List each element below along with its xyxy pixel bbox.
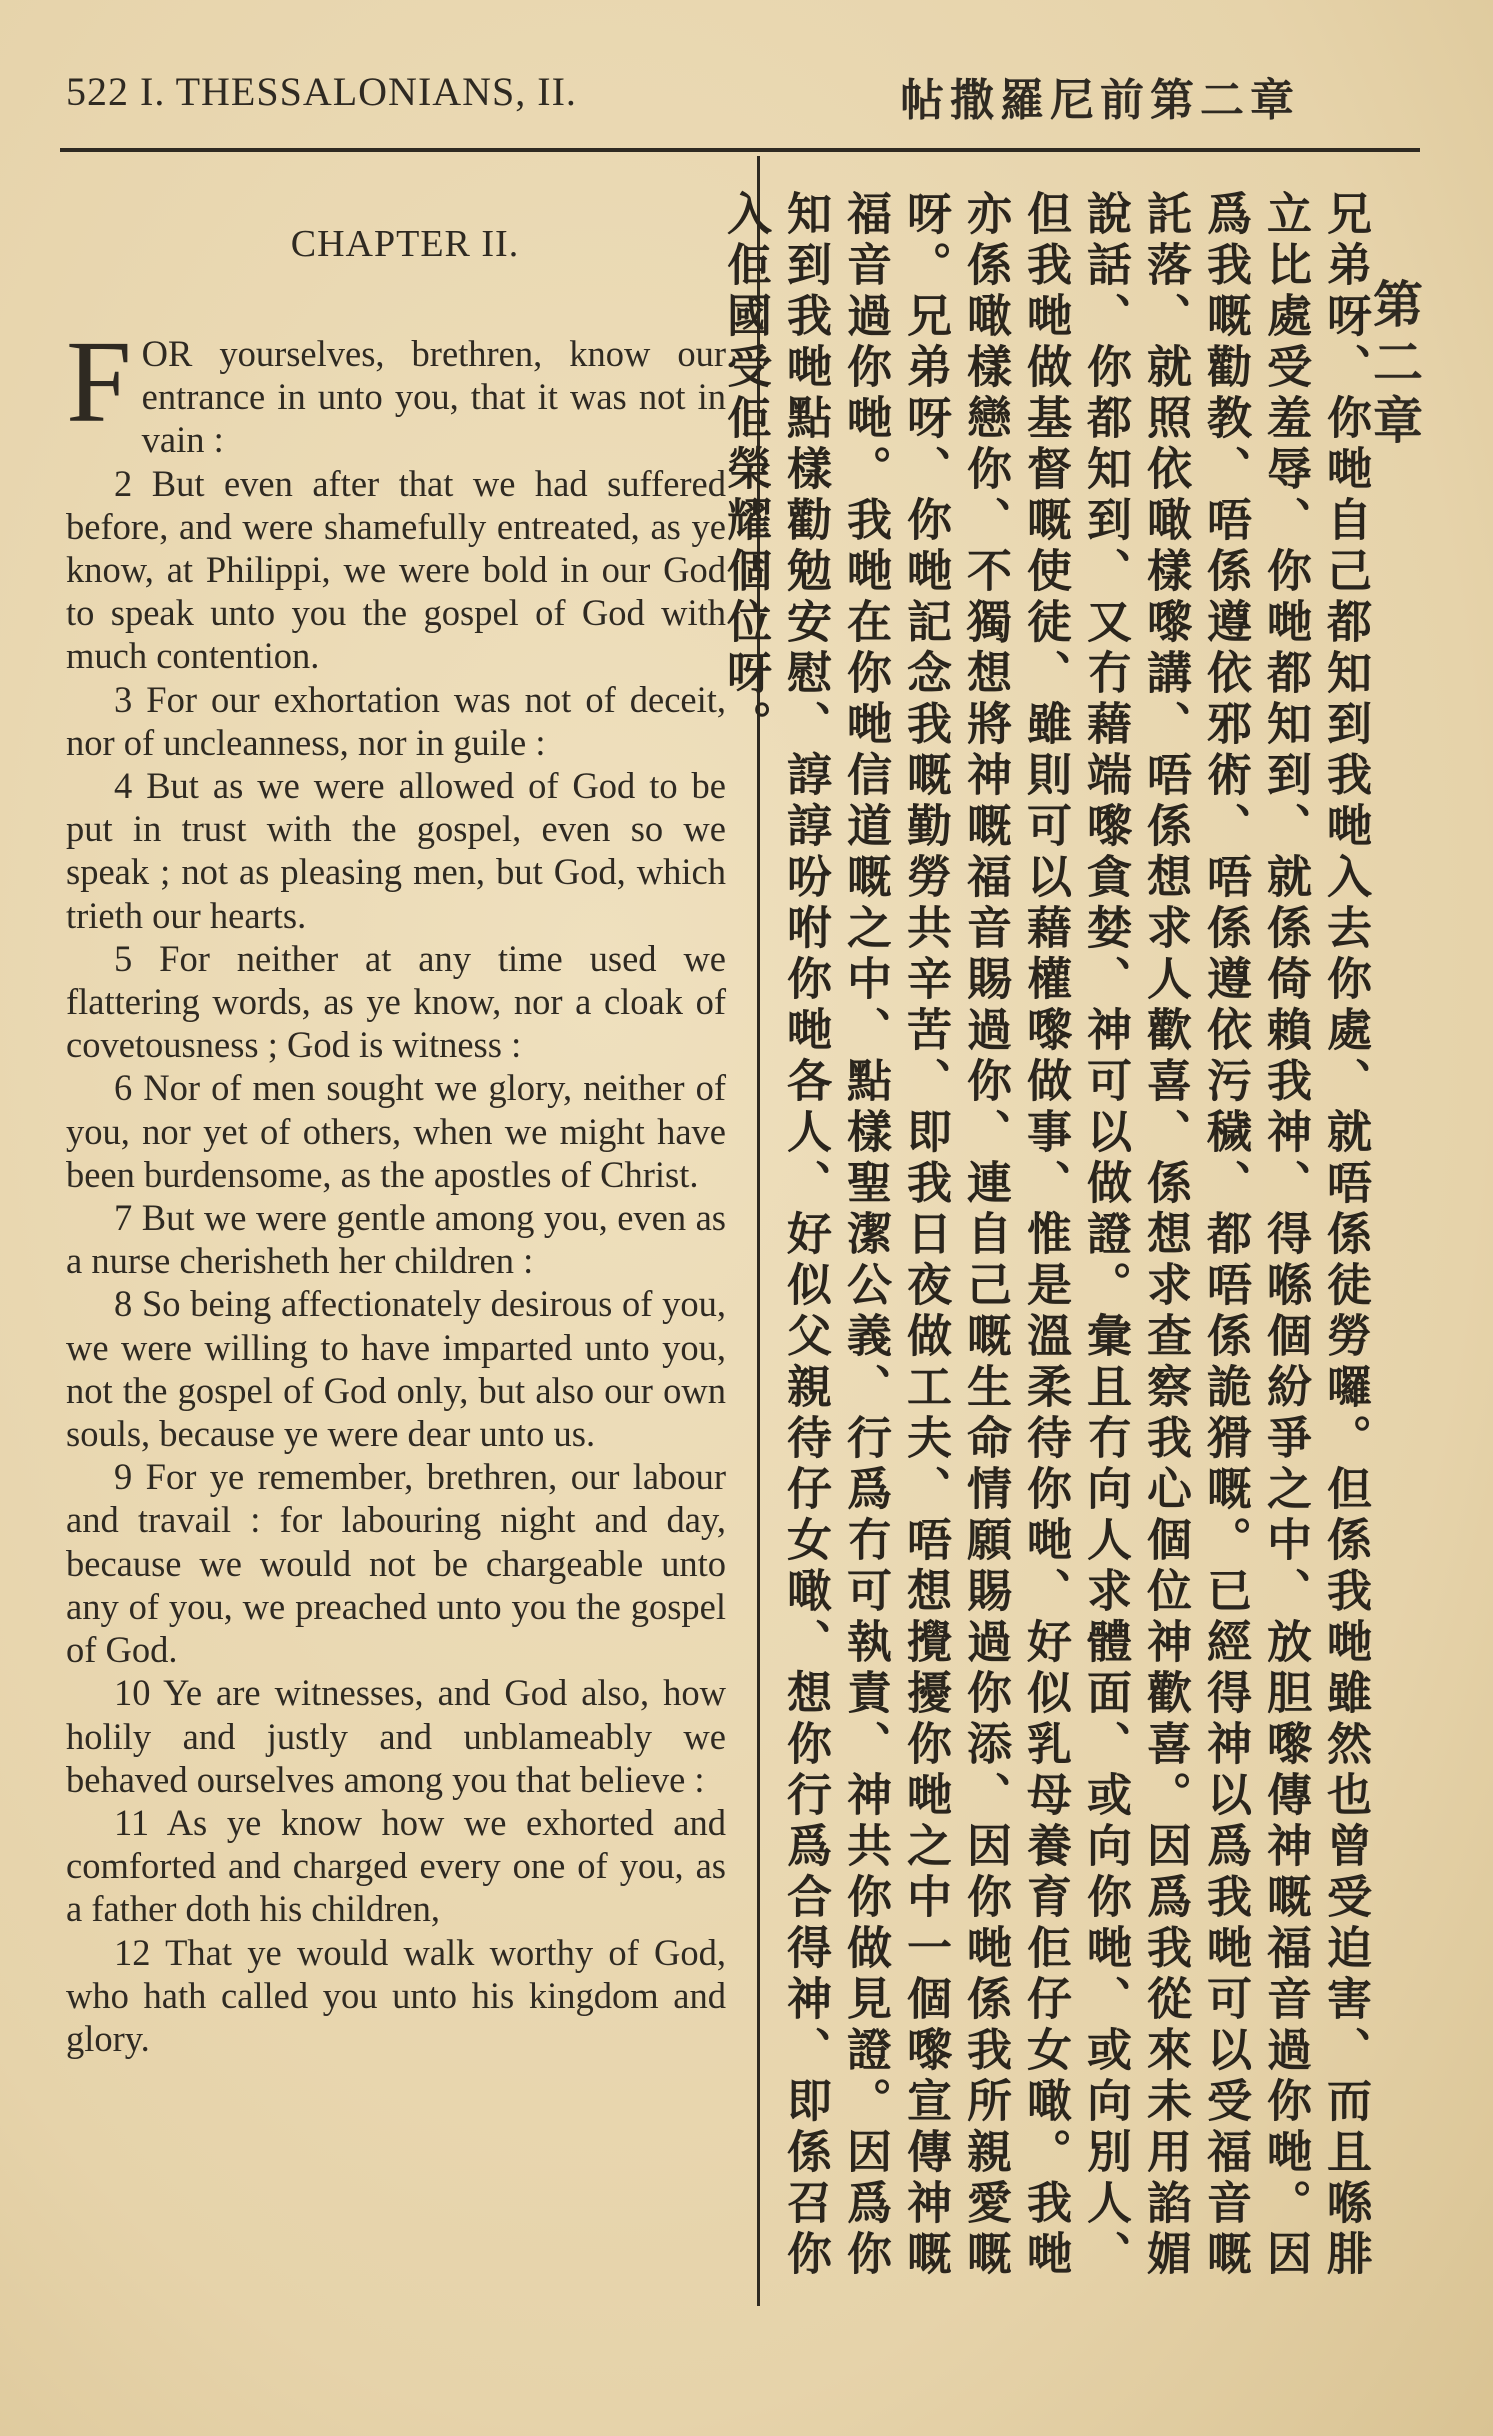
verse-12: 12 That ye would walk worthy of God, who hath called you unto his kingdom and glory.	[66, 1931, 726, 2059]
english-column	[66, 316, 726, 2060]
drop-cap: F	[66, 316, 132, 447]
verse-3: 3 For our exhortation was not of deceit, nor of uncleanness, nor in guile :	[66, 678, 726, 763]
verse-9: 9 For ye remember, brethren, our labour and travail : for labouring night and day, because we would not be chargeable unto any of you, we preached unto you the gospel of God.	[66, 1456, 726, 1671]
header-rule	[60, 148, 1420, 152]
running-header-english: 522 I. THESSALONIANS, II.	[66, 69, 577, 114]
running-header-chinese: 帖撒羅尼前第二章	[900, 75, 1300, 126]
verse-8: 8 So being affectionately desirous of you, we were willing to have imparted unto you, not the gospel of God only, but also our own souls, because ye were dear unto us.	[66, 1283, 726, 1455]
verse-6: 6 Nor of men sought we glory, neither of you, nor yet of others, when we might have been burdensome, as the apostles of Christ.	[66, 1067, 726, 1195]
chinese-column	[719, 190, 1375, 2300]
chapter-title: CHAPTER II.	[290, 223, 520, 265]
verse-7: 7 But we were gentle among you, even as a nurse cherisheth her children :	[66, 1197, 726, 1282]
verse-1	[66, 316, 726, 462]
verse-5: 5 For neither at any time used we flattering words, as ye know, nor a cloak of covetousness ; God is witness :	[66, 937, 726, 1066]
chinese-text: 兄弟呀、你哋自己都知到我哋入去你處、就唔係徒勞囉。但係我哋雖然也曾受迫害、而且喺腓立比處受羞辱、你哋都知到、就係倚賴我神、得喺個紛爭之中、放胆嚟傳神嘅福音過你哋。因爲我嘅勸教、唔係遵依邪術、唔係遵依污穢、都唔係詭猾嘅。已經得神以爲我哋可以受福音嘅託落、就照依噉樣嚟講、唔係想求人歡喜、係想求查察我心個位神歡喜。因爲我從來未用諂媚說話、你都知到、又冇藉端嚟貪婪、神可以做證。彙且冇向人求體面、或向你哋、或向別人、但我哋做基督嘅使徒、雖則可以藉權嚟做事、惟是溫柔待你哋、好似乳母養育佢仔女噉。我哋亦係噉樣戀你、不獨想將神嘅福音賜過你、連自己嘅生命情願賜過你添、因你哋係我所親愛嘅呀。兄弟呀、你哋記念我嘅勤勞共辛苦、即我日夜做工夫、唔想攪擾你哋之中一個嚟宣傳神嘅福音過你哋。我哋在你哋信道嘅之中、點樣聖潔公義、行爲冇可執責、神共你做見證。因爲你知到我哋點樣勸勉安慰、諄諄吩咐你哋各人、好似父親待仔女噉、想你行爲合得神、即係召你入佢國受佢榮耀個位呀。	[719, 190, 1372, 2281]
verse-10: 10 Ye are witnesses, and God also, how holily and justly and unblameably we behaved ourselves among you that believe :	[66, 1672, 726, 1800]
verse-4: 4 But as we were allowed of God to be put in trust with the gospel, even so we speak ; not as pleasing men, but God, which trieth our hearts.	[66, 765, 726, 936]
verse-11: 11 As ye know how we exhorted and comforted and charged every one of you, as a father doth his children,	[66, 1801, 726, 1930]
verse-1-text: OR yourselves, brethren, know our entrance in unto you, that it was not in vain :	[141, 333, 726, 461]
verse-2: 2 But even after that we had suffered before, and were shamefully entreated, as ye know, at Philippi, we were bold in our God to speak unto you the gospel of God with much contention.	[66, 462, 726, 677]
chapter-title-chinese: 第二章	[1365, 278, 1423, 452]
